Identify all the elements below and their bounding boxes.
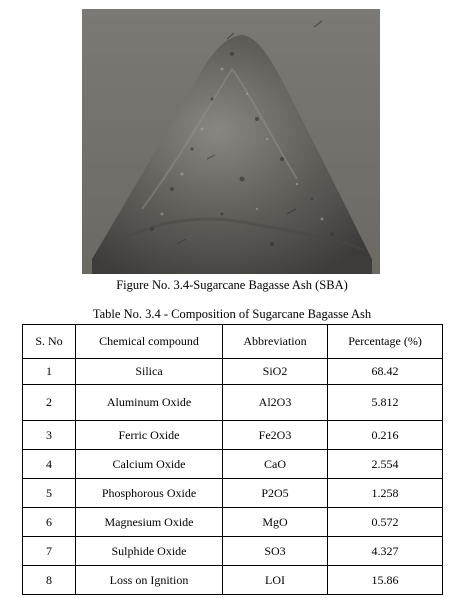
cell-chemical-compound: Loss on Ignition xyxy=(76,566,223,595)
header-chemical-compound: Chemical compound xyxy=(76,325,223,359)
table-row xyxy=(23,566,443,595)
ash-pile-image xyxy=(82,9,380,274)
header-percentage: Percentage (%) xyxy=(328,325,443,359)
cell-chemical-compound: Silica xyxy=(76,359,223,385)
cell-abbreviation: SO3 xyxy=(223,537,328,566)
table-row xyxy=(23,359,443,385)
cell-percentage: 2.554 xyxy=(328,450,443,479)
cell-percentage: 1.258 xyxy=(328,479,443,508)
header-serial-number: S. No xyxy=(23,325,76,359)
cell-abbreviation: LOI xyxy=(223,566,328,595)
cell-serial-number: 1 xyxy=(23,359,76,385)
cell-serial-number: 8 xyxy=(23,566,76,595)
table-row xyxy=(23,537,443,566)
header-abbreviation: Abbreviation xyxy=(223,325,328,359)
cell-percentage: 68.42 xyxy=(328,359,443,385)
cell-chemical-compound: Magnesium Oxide xyxy=(76,508,223,537)
table-row xyxy=(23,508,443,537)
cell-abbreviation: MgO xyxy=(223,508,328,537)
cell-percentage: 0.572 xyxy=(328,508,443,537)
cell-abbreviation: P2O5 xyxy=(223,479,328,508)
cell-percentage: 0.216 xyxy=(328,421,443,450)
cell-serial-number: 6 xyxy=(23,508,76,537)
cell-serial-number: 7 xyxy=(23,537,76,566)
cell-serial-number: 4 xyxy=(23,450,76,479)
cell-percentage: 4.327 xyxy=(328,537,443,566)
cell-serial-number: 5 xyxy=(23,479,76,508)
cell-chemical-compound: Aluminum Oxide xyxy=(76,385,223,421)
cell-chemical-compound: Phosphorous Oxide xyxy=(76,479,223,508)
figure-caption: Figure No. 3.4-Sugarcane Bagasse Ash (SBA) xyxy=(116,278,348,292)
table-row xyxy=(23,421,443,450)
sugarcane-bagasse-ash-photo xyxy=(82,9,380,274)
cell-abbreviation: CaO xyxy=(223,450,328,479)
cell-serial-number: 2 xyxy=(23,385,76,421)
cell-percentage: 5.812 xyxy=(328,385,443,421)
cell-abbreviation: SiO2 xyxy=(223,359,328,385)
table-row xyxy=(23,479,443,508)
cell-percentage: 15.86 xyxy=(328,566,443,595)
table-row xyxy=(23,385,443,421)
composition-table xyxy=(22,324,443,595)
cell-chemical-compound: Sulphide Oxide xyxy=(76,537,223,566)
cell-serial-number: 3 xyxy=(23,421,76,450)
table-header-row xyxy=(23,325,443,359)
table-row xyxy=(23,450,443,479)
cell-chemical-compound: Ferric Oxide xyxy=(76,421,223,450)
cell-abbreviation: Fe2O3 xyxy=(223,421,328,450)
cell-chemical-compound: Calcium Oxide xyxy=(76,450,223,479)
table-caption: Table No. 3.4 - Composition of Sugarcane Bagasse Ash xyxy=(92,307,372,321)
cell-abbreviation: Al2O3 xyxy=(223,385,328,421)
